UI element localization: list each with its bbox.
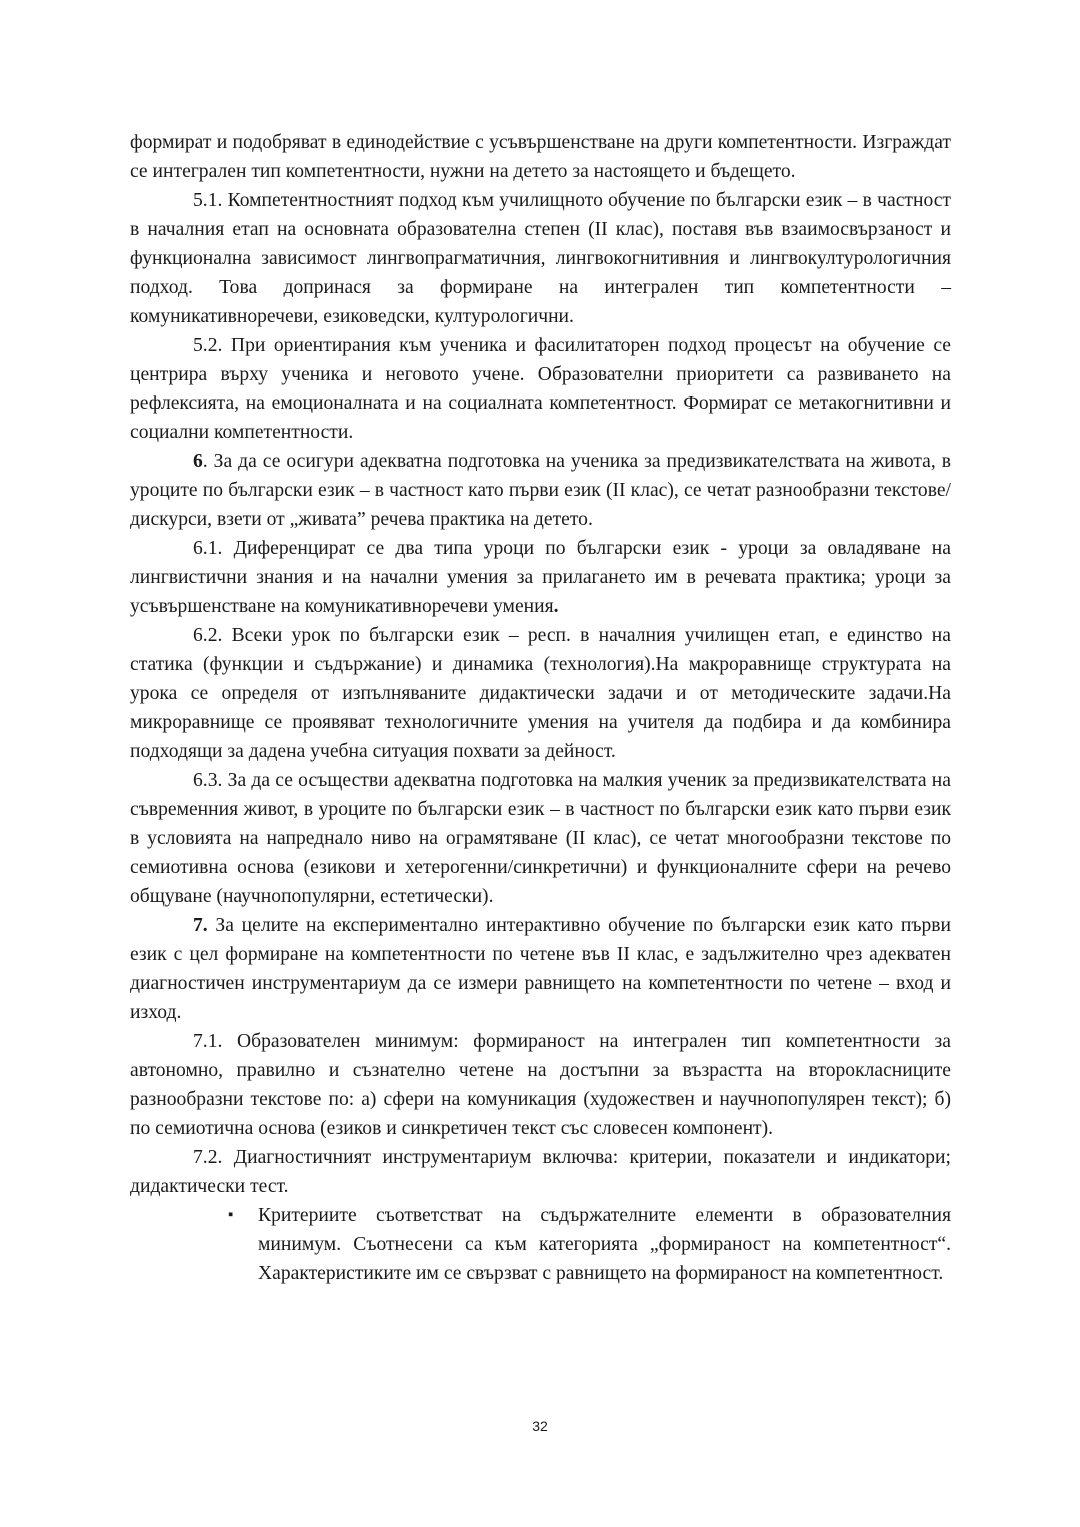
- paragraph-6: [130, 447, 951, 534]
- paragraph-7-text: За целите на експериментално интерактивно обучение по български език като първи език с цел формиране на компетентности по четене във II клас, е задължително чрез адекватен диагностичен инструментариум да се измери равнището на компетентности по четене – вход и изход.: [130, 915, 951, 1023]
- section-number-7: 7.: [193, 915, 208, 936]
- paragraph-5-2: 5.2. При ориентирания към ученика и фасилитаторен подход процесът на обучение се центрира върху ученика и неговото учене. Образователни приоритети са развиването на рефлексията, на емоционалната и на социалната компетентност. Формират се метакогнитивни и социални компетентности.: [130, 335, 951, 443]
- list-item: ▪ Критериите съответстват на съдържателните елементи в образователния минимум. Съотнесени са към категорията „формираност на компетентност“. Характеристиките им се свързват с равнището на формираност на компетентност.: [258, 1201, 951, 1288]
- paragraph-5-1: 5.1. Компетентностният подход към училищното обучение по български език – в частност в началния етап на основната образователна степен (II клас), поставя във взаимосвързаност и функционална зависимост лингвопрагматичния, лингвокогнитивния и лингвокултурологичния подход. Това допринася за формиране на интегрален тип компетентности – комуникативноречеви, езиковедски, културологични.: [130, 190, 951, 327]
- paragraph-6-3: 6.3. За да се осъществи адекватна подготовка на малкия ученик за предизвикателствата на съвременния живот, в уроците по български език – в частност по български език като първи език в условията на напреднало ниво на ограмятяване (II клас), се четат многообразни текстове по семиотивна основа (езикови и хетерогенни/синкретични) и функционалните сфери на речево общуване (научнопопулярни, естетически).: [130, 770, 951, 907]
- document-page: [130, 128, 951, 1288]
- paragraph-7-1: 7.1. Образователен минимум: формираност на интегрален тип компетентности за автономно, правилно и съзнателно четене на достъпни за възрастта на второкласниците разнообразни текстове по: а) сфери на комуникация (художествен и научнопопулярен текст); б) по семиотична основа (езиков и синкретичен текст със словесен компонент).: [130, 1031, 951, 1139]
- paragraph-6-text: . За да се осигури адекватна подготовка на ученика за предизвикателствата на живота, в уроците по български език – в частност като първи език (II клас), се четат разнообразни текстове/дискурси, взети от „живата” речева практика на детето.: [130, 451, 951, 530]
- paragraph-7-2: 7.2. Диагностичният инструментариум включва: критерии, показатели и индикатори; дидактически тест.: [130, 1147, 951, 1197]
- criteria-bullet-list: [130, 1201, 951, 1288]
- section-number-6: 6: [193, 451, 203, 472]
- paragraph-6-1-period: .: [553, 596, 559, 617]
- page-number: 32: [532, 1418, 548, 1434]
- paragraph-6-1: [130, 534, 951, 621]
- paragraph-6-2: 6.2. Всеки урок по български език – респ. в началния училищен етап, е единство на статика (функции и съдържание) и динамика (технология).На макроравнище структурата на урока се определя от изпълняваните дидактически задачи и от методическите задачи.На микроравнище се проявяват технологичните умения на учителя да подбира и да комбинира подходящи за дадена учебна ситуация похвати за дейност.: [130, 625, 951, 762]
- paragraph-6-1-text: 6.1. Диференцират се два типа уроци по български език - уроци за овладяване на лингвистични знания и на начални умения за прилагането им в речевата практика; уроци за усъвършенстване на комуникативноречеви умения: [130, 538, 951, 617]
- paragraph-7: [130, 911, 951, 1027]
- paragraph-continuation: формират и подобряват в единодействие с усъвършенстване на други компетентности. Изграждат се интегрален тип компетентности, нужни на детето за настоящето и бъдещето.: [130, 132, 951, 182]
